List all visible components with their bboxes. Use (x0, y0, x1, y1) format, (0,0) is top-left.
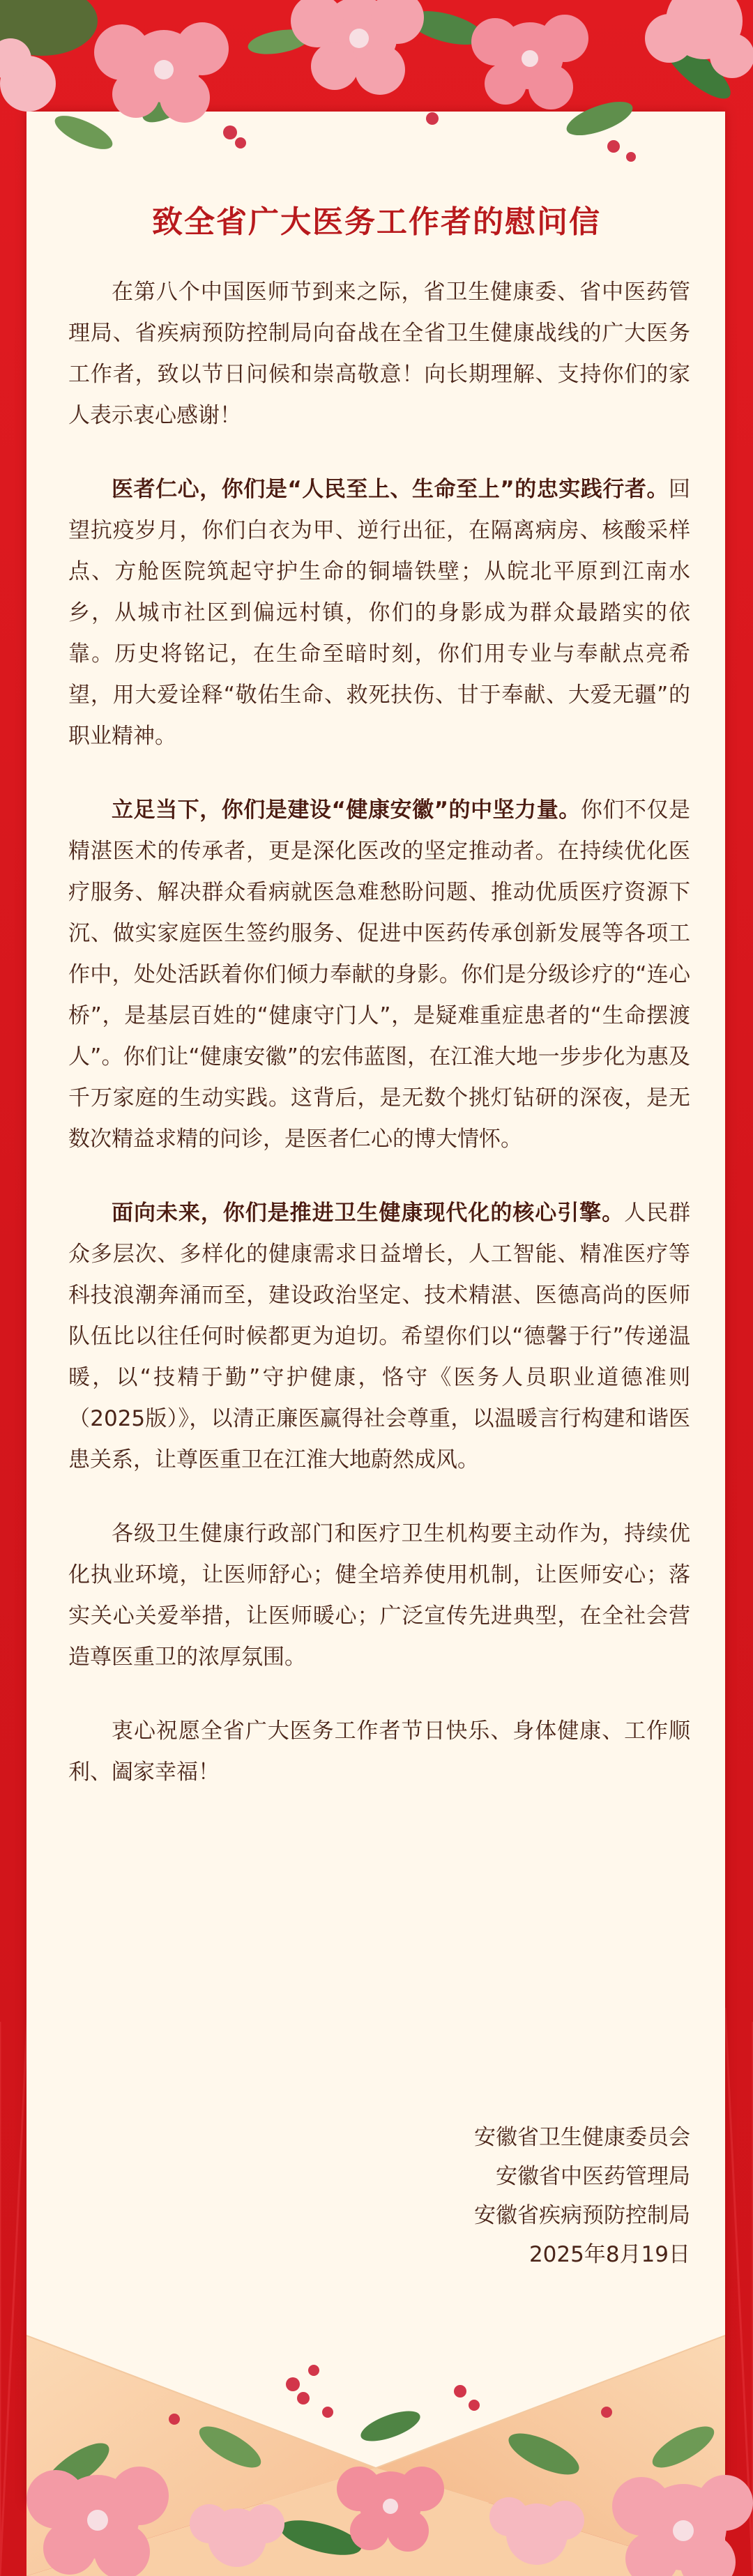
paragraph-call-to-action (68, 1514, 690, 1678)
signature-date: 2025年8月19日 (528, 2242, 690, 2267)
paragraph-section-3 (68, 1193, 690, 1481)
signature-org-health-commission: 安徽省卫生健康委员会 (474, 2125, 690, 2150)
paragraph-text: 你们不仅是精湛医术的传承者，更是深化医改的坚定推动者。在持续优化医疗服务、解决群众看病就医急难愁盼问题、推动优质医疗资源下沉、做实家庭医生签约服务、促进中医药传承创新发展等各项工作中，处处活跃着你们倾力奉献的身影。你们是分级诊疗的“连心桥”，是基层百姓的“健康守门人”，是疑难重症患者的“生命摆渡人”。你们让“健康安徽”的宏伟蓝图，在江淮大地一步步化为惠及千万家庭的生动实践。这背后，是无数个挑灯钻研的深夜，是无数次精益求精的问诊，是医者仁心的博大情怀。 (68, 798, 691, 1152)
paragraph-text: 衷心祝愿全省广大医务工作者节日快乐、身体健康、工作顺利、阖家幸福！ (68, 1718, 690, 1785)
letter-body (68, 272, 690, 1826)
paragraph-intro (68, 272, 690, 436)
paragraph-closing-wish (68, 1711, 690, 1793)
paragraph-lead: 医者仁心，你们是“人民至上、生命至上”的忠实践行者。 (112, 477, 669, 502)
paragraph-text: 各级卫生健康行政部门和医疗卫生机构要主动作为，持续优化执业环境，让医师舒心；健全培养使用机制，让医师安心；落实关心关爱举措，让医师暖心；广泛宣传先进典型，在全社会营造尊医重卫的浓厚氛围。 (68, 1521, 690, 1670)
signature-block (342, 2118, 690, 2274)
envelope-flap-decoration (26, 2308, 725, 2576)
letter-title: 致全省广大医务工作者的慰问信 (152, 204, 601, 240)
paragraph-lead: 立足当下，你们是建设“健康安徽”的中坚力量。 (112, 798, 581, 823)
signature-org-cdc-bureau: 安徽省疾病预防控制局 (474, 2203, 690, 2228)
paragraph-text: 在第八个中国医师节到来之际，省卫生健康委、省中医药管理局、省疾病预防控制局向奋战在全省卫生健康战线的广大医务工作者，致以节日问候和崇高敬意！向长期理解、支持你们的家人表示衷心感谢！ (68, 280, 690, 428)
paragraph-text: 回望抗疫岁月，你们白衣为甲、逆行出征，在隔离病房、核酸采样点、方舱医院筑起守护生命的铜墙铁壁；从皖北平原到江南水乡，从城市社区到偏远村镇，你们的身影成为群众最踏实的依靠。历史将铭记，在生命至暗时刻，你们用专业与奉献点亮希望，用大爱诠释“敬佑生命、救死扶伤、甘于奉献、大爱无疆”的职业精神。 (68, 477, 690, 749)
signature-org-tcm-bureau: 安徽省中医药管理局 (496, 2164, 690, 2189)
paragraph-section-2 (68, 790, 690, 1160)
paragraph-lead: 面向未来，你们是推进卫生健康现代化的核心引擎。 (112, 1201, 625, 1226)
paragraph-section-1 (68, 469, 690, 757)
paragraph-text: 人民群众多层次、多样化的健康需求日益增长，人工智能、精准医疗等科技浪潮奔涌而至，建设政治坚定、技术精湛、医德高尚的医师队伍比以往任何时候都更为迫切。希望你们以“德馨于行”传递温暖，以“技精于勤”守护健康，恪守《医务人员职业道德准则（2025版）》，以清正廉医赢得社会尊重，以温暖言行构建和谐医患关系，让尊医重卫在江淮大地蔚然成风。 (68, 1201, 690, 1472)
